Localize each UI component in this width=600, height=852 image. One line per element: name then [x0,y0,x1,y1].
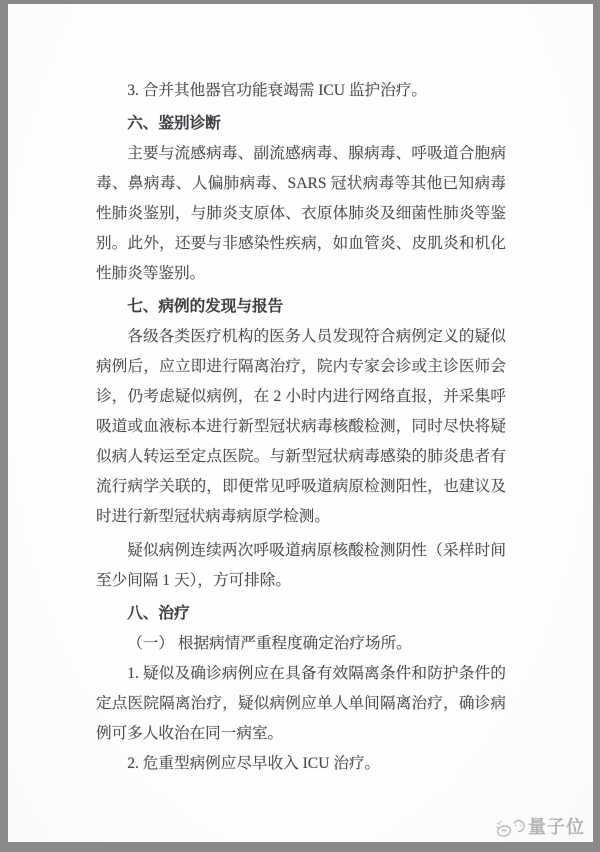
paragraph-differential-diagnosis: 主要与流感病毒、副流感病毒、腺病毒、呼吸道合胞病毒、鼻病毒、人偏肺病毒、SARS 冠状病毒等其他已知病毒性肺炎鉴别，与肺炎支原体、衣原体肺炎及细菌性肺炎等鉴别。此外，还要与非感染性疾病，如血管炎、皮肌炎和机化性肺炎等鉴别。 [96,145,506,282]
paragraph-icu-monitoring: 3. 合并其他器官功能衰竭需 ICU 监护治疗。 [127,82,427,99]
section-heading-case-detection-report: 七、病例的发现与报告 [127,298,284,315]
section-heading-differential-diagnosis: 六、鉴别诊断 [127,115,221,132]
watermark-brand-text: 量子位 [528,817,585,837]
document-content [8,4,593,779]
paragraph-exclusion-criteria: 疑似病例连续两次呼吸道病原核酸检测阴性（采样时间至少间隔 1 天），方可排除。 [96,542,506,589]
qbitai-logo-icon [495,814,525,840]
paragraph-isolation-treatment: 1. 疑似及确诊病例应在具备有效隔离条件和防护条件的定点医院隔离治疗，疑似病例应单人单间隔离治疗，确诊病例可多人收治在同一病室。 [96,665,506,742]
paragraph-treatment-location: （一） 根据病情严重程度确定治疗场所。 [127,635,412,652]
watermark [495,814,585,840]
document-page [8,4,593,842]
paragraph-icu-admission: 2. 危重型病例应尽早收入 ICU 治疗。 [127,755,381,772]
paragraph-case-detection-report: 各级各类医疗机构的医务人员发现符合病例定义的疑似病例后，应立即进行隔离治疗，院内专家会诊或主诊医师会诊，仍考虑疑似病例，在 2 小时内进行网络直报，并采集呼吸道或血液标本进行新型冠状病毒核酸检测，同时尽快将疑似病人转运至定点医院。与新型冠状病毒感染的肺炎患者有流行病学关联的，即便常见呼吸道病原检测阳性，也建议及时进行新型冠状病毒病原学检测。 [96,328,506,525]
section-heading-treatment: 八、治疗 [127,605,190,622]
